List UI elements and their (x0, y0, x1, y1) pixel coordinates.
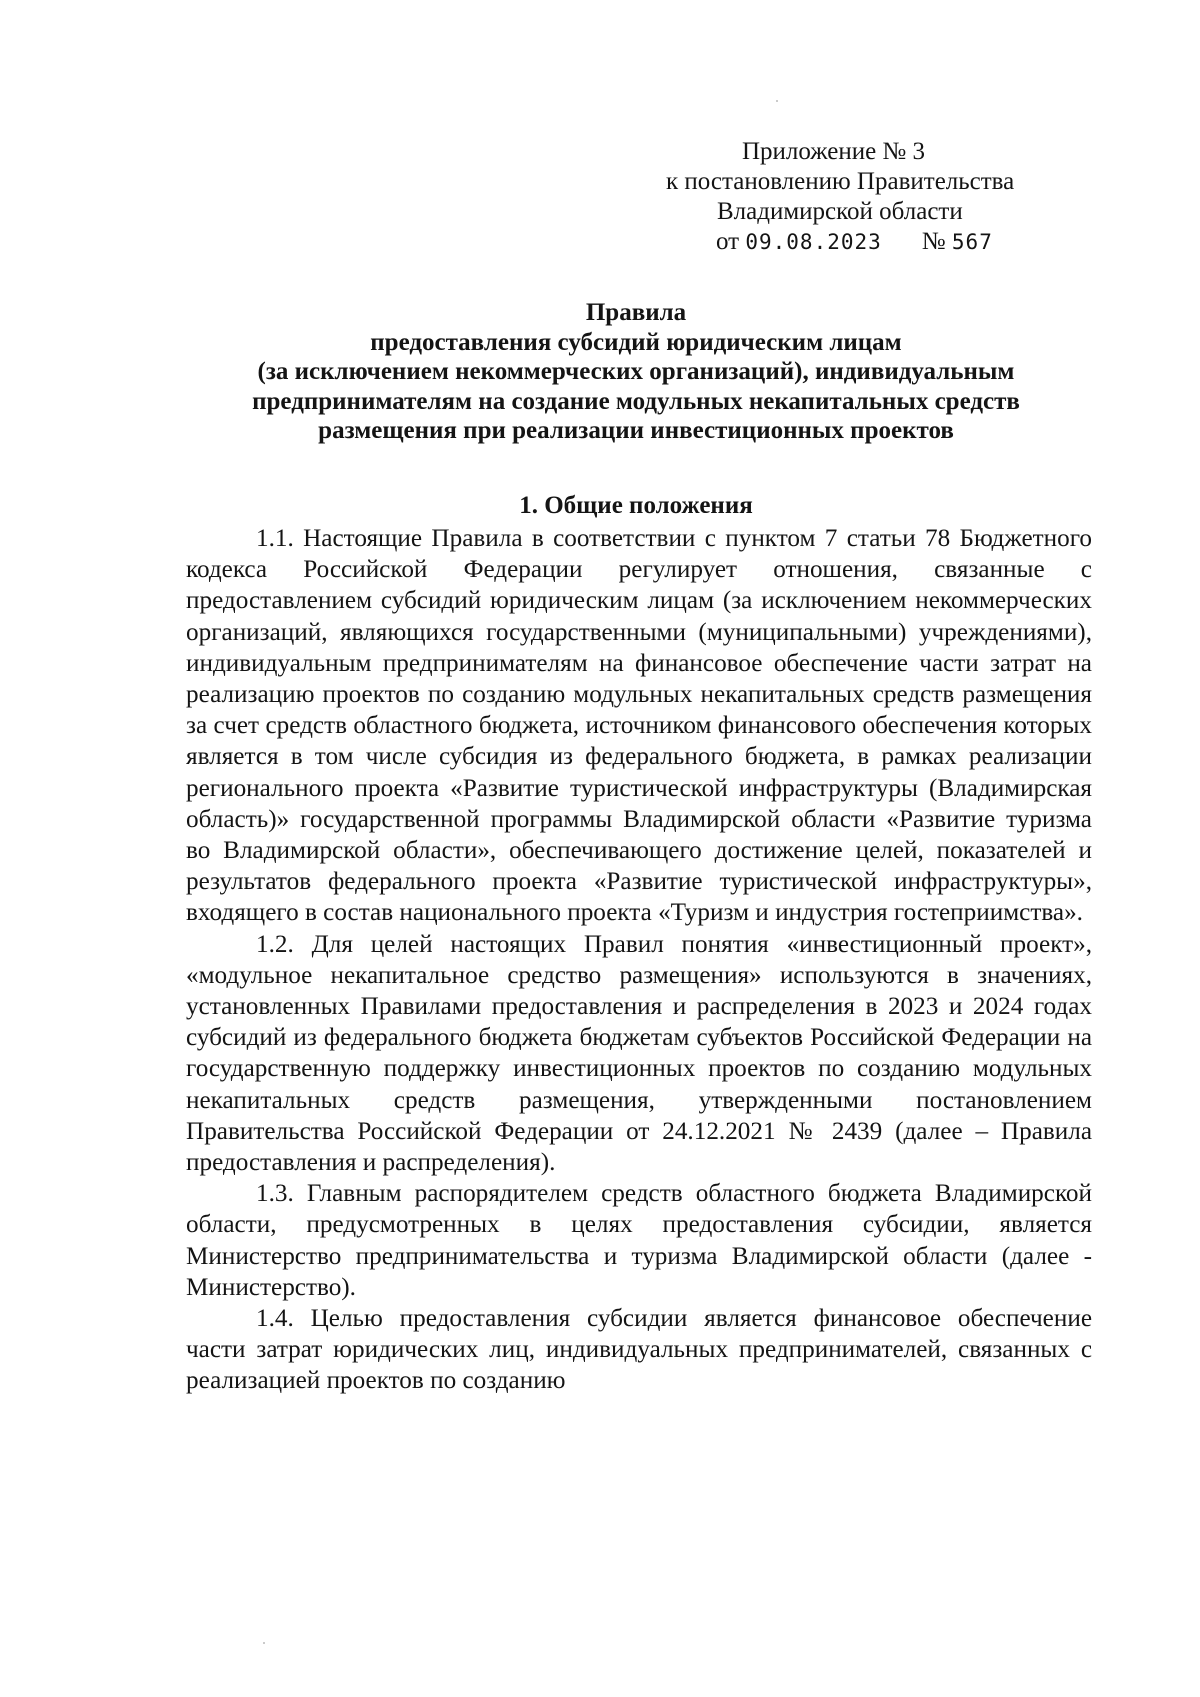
paragraph-1-4: 1.4. Целью предоставления субсидии является финансовое обеспечение части затрат юридических лиц, индивидуальных предпринимателей, связанных с реализацией проектов по созданию (186, 1305, 1092, 1395)
title-line: Правила (585, 299, 687, 326)
scan-speck (263, 1642, 265, 1644)
annex-number: Приложение № 3 (742, 138, 926, 165)
annex-reference: к постановлению Правительства (666, 168, 1015, 195)
date-prefix: от (716, 228, 740, 255)
decree-date: 09.08.2023 (745, 230, 882, 254)
section-heading: 1. Общие положения (519, 492, 753, 519)
decree-number: 567 (951, 230, 993, 254)
annex-date-line (660, 227, 1080, 257)
section-body (186, 523, 1092, 1397)
paragraph-1-2: 1.2. Для целей настоящих Правил понятия «инвестиционный проект», «модульное некапитальное средство размещения» используются в значениях, установленных Правилами предоставления и распределения в 2023 и 2024 годах субсидий из федерального бюджета бюджетам субъектов Российской Федерации на государственную поддержку инвестиционных проектов по созданию модульных некапитальных средств размещения, утвержденными постановлением Правительства Российской Федерации от 24.12.2021 № 2439 (далее – Правила предоставления и распределения). (186, 930, 1092, 1177)
title-line: предпринимателям на создание модульных некапитальных средств (252, 387, 1020, 415)
annex-region: Владимирской области (717, 198, 963, 225)
title-line: предоставления субсидий юридическим лицам (370, 328, 902, 356)
paragraph-1-3: 1.3. Главным распорядителем средств областного бюджета Владимирской области, предусмотренных в целях предоставления субсидии, является Министерство предпринимательства и туризма Владимирской области (далее - Министерство). (186, 1180, 1092, 1301)
title-line: (за исключением некоммерческих организаций), индивидуальным (257, 358, 1015, 385)
title-line: размещения при реализации инвестиционных проектов (318, 417, 954, 444)
annex-header (660, 137, 1080, 257)
paragraph-1-1: 1.1. Настоящие Правила в соответствии с пунктом 7 статьи 78 Бюджетного кодекса Российской Федерации регулирует отношения, связанные с предоставлением субсидий юридическим лицам (за исключением некоммерческих организаций, являющихся государственными (муниципальными) учреждениями), индивидуальным предпринимателям на финансовое обеспечение части затрат на реализацию проектов по созданию модульных некапитальных средств размещения за счет средств областного бюджета, источником финансового обеспечения которых является в том числе субсидия из федерального бюджета, в рамках реализации регионального проекта «Развитие туристической инфраструктуры (Владимирская область)» государственной программы Владимирской области «Развитие туризма во Владимирской области», обеспечивающего достижение целей, показателей и результатов федерального проекта «Развитие туристической инфраструктуры», входящего в состав национального проекта «Туризм и индустрия гостеприимства». (186, 525, 1092, 927)
document-title (180, 298, 1092, 446)
scan-speck (776, 100, 778, 102)
number-sign: № (921, 228, 946, 255)
